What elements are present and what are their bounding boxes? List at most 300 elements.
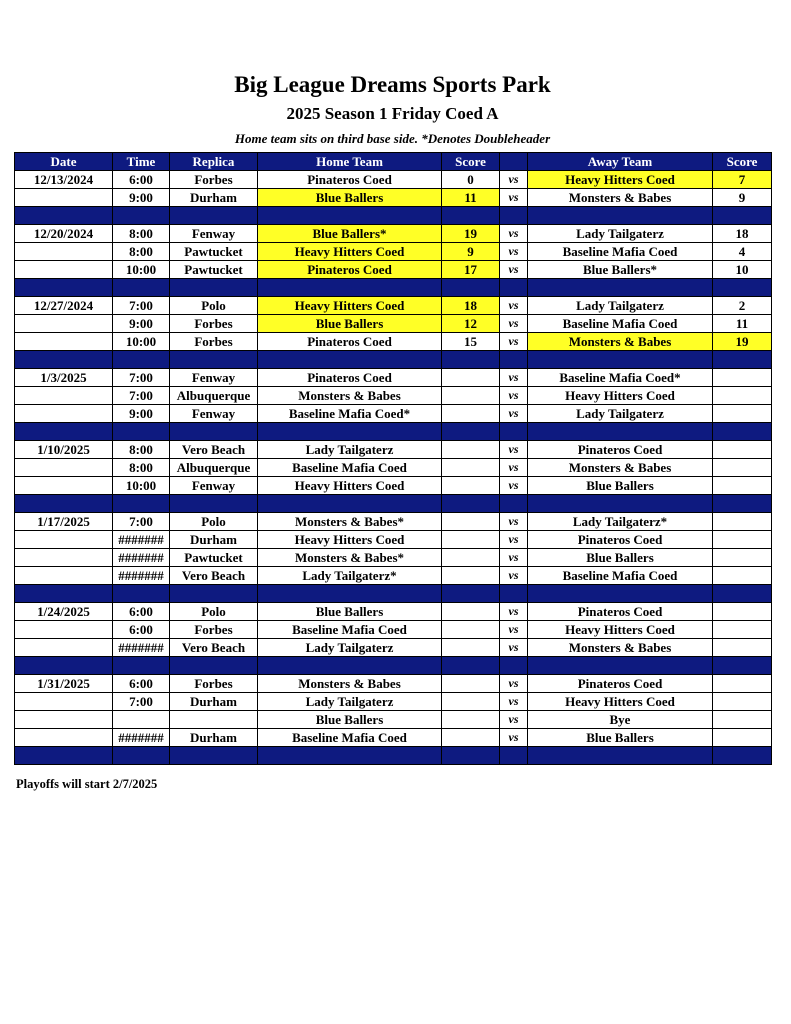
- away-team-cell: Pinateros Coed: [528, 675, 713, 693]
- away-team-cell: Baseline Mafia Coed: [528, 315, 713, 333]
- home-score-cell: [442, 513, 500, 531]
- separator-cell: [442, 279, 500, 297]
- replica-cell: Vero Beach: [170, 567, 258, 585]
- away-score-cell: 4: [713, 243, 772, 261]
- home-team-cell: Lady Tailgaterz: [258, 639, 442, 657]
- separator-cell: [15, 423, 113, 441]
- time-cell: 6:00: [113, 621, 170, 639]
- away-team-cell: Heavy Hitters Coed: [528, 171, 713, 189]
- away-score-cell: [713, 405, 772, 423]
- separator-cell: [113, 351, 170, 369]
- home-score-cell: 9: [442, 243, 500, 261]
- table-header-row: [15, 153, 772, 171]
- away-team-cell: Blue Ballers: [528, 549, 713, 567]
- away-team-cell: Heavy Hitters Coed: [528, 387, 713, 405]
- col-header-replica: Replica: [170, 153, 258, 171]
- away-score-cell: [713, 477, 772, 495]
- time-cell: 7:00: [113, 297, 170, 315]
- replica-cell: Durham: [170, 729, 258, 747]
- col-header-vs: [500, 153, 528, 171]
- date-cell: [15, 621, 113, 639]
- separator-cell: [528, 495, 713, 513]
- separator-row: [15, 279, 772, 297]
- date-cell: [15, 729, 113, 747]
- vs-label: vs: [500, 189, 528, 207]
- away-team-cell: Heavy Hitters Coed: [528, 621, 713, 639]
- time-cell: 10:00: [113, 477, 170, 495]
- vs-label: vs: [500, 513, 528, 531]
- home-team-cell: Heavy Hitters Coed: [258, 531, 442, 549]
- separator-cell: [113, 207, 170, 225]
- separator-cell: [258, 747, 442, 765]
- separator-cell: [113, 423, 170, 441]
- home-team-cell: Blue Ballers: [258, 603, 442, 621]
- home-team-cell: Monsters & Babes*: [258, 549, 442, 567]
- home-score-cell: [442, 405, 500, 423]
- away-team-cell: Blue Ballers: [528, 477, 713, 495]
- away-score-cell: 18: [713, 225, 772, 243]
- home-score-cell: [442, 387, 500, 405]
- home-score-cell: [442, 549, 500, 567]
- date-cell: 12/13/2024: [15, 171, 113, 189]
- away-score-cell: [713, 693, 772, 711]
- away-team-cell: Pinateros Coed: [528, 441, 713, 459]
- separator-cell: [713, 747, 772, 765]
- away-score-cell: [713, 459, 772, 477]
- home-score-cell: [442, 531, 500, 549]
- separator-cell: [500, 207, 528, 225]
- away-score-cell: 10: [713, 261, 772, 279]
- separator-cell: [713, 351, 772, 369]
- away-team-cell: Blue Ballers*: [528, 261, 713, 279]
- home-score-cell: 0: [442, 171, 500, 189]
- separator-cell: [713, 495, 772, 513]
- away-team-cell: Lady Tailgaterz*: [528, 513, 713, 531]
- away-team-cell: Monsters & Babes: [528, 459, 713, 477]
- away-team-cell: Pinateros Coed: [528, 531, 713, 549]
- away-team-cell: Lady Tailgaterz: [528, 225, 713, 243]
- time-cell: 7:00: [113, 369, 170, 387]
- col-header-home-score: Score: [442, 153, 500, 171]
- date-cell: [15, 459, 113, 477]
- date-cell: [15, 531, 113, 549]
- home-score-cell: [442, 567, 500, 585]
- separator-cell: [442, 585, 500, 603]
- time-cell: 9:00: [113, 405, 170, 423]
- separator-cell: [500, 423, 528, 441]
- replica-cell: Vero Beach: [170, 441, 258, 459]
- col-header-date: Date: [15, 153, 113, 171]
- table-row: [15, 531, 772, 549]
- home-team-cell: Pinateros Coed: [258, 261, 442, 279]
- away-team-cell: Monsters & Babes: [528, 639, 713, 657]
- replica-cell: Fenway: [170, 225, 258, 243]
- replica-cell: Pawtucket: [170, 243, 258, 261]
- home-score-cell: [442, 711, 500, 729]
- col-header-away-team: Away Team: [528, 153, 713, 171]
- home-team-cell: Heavy Hitters Coed: [258, 297, 442, 315]
- vs-label: vs: [500, 441, 528, 459]
- separator-cell: [170, 423, 258, 441]
- home-team-cell: Baseline Mafia Coed*: [258, 405, 442, 423]
- time-cell: 9:00: [113, 189, 170, 207]
- separator-cell: [170, 351, 258, 369]
- replica-cell: Albuquerque: [170, 459, 258, 477]
- away-score-cell: [713, 441, 772, 459]
- time-cell: #######: [113, 729, 170, 747]
- home-score-cell: 11: [442, 189, 500, 207]
- separator-cell: [170, 279, 258, 297]
- separator-cell: [713, 657, 772, 675]
- away-score-cell: 9: [713, 189, 772, 207]
- separator-cell: [500, 657, 528, 675]
- separator-cell: [258, 207, 442, 225]
- table-row: [15, 225, 772, 243]
- table-row: [15, 369, 772, 387]
- separator-cell: [113, 747, 170, 765]
- vs-label: vs: [500, 261, 528, 279]
- separator-cell: [528, 747, 713, 765]
- vs-label: vs: [500, 693, 528, 711]
- away-team-cell: Bye: [528, 711, 713, 729]
- vs-label: vs: [500, 675, 528, 693]
- vs-label: vs: [500, 567, 528, 585]
- table-row: [15, 333, 772, 351]
- replica-cell: Albuquerque: [170, 387, 258, 405]
- table-row: [15, 693, 772, 711]
- away-team-cell: Baseline Mafia Coed: [528, 567, 713, 585]
- vs-label: vs: [500, 243, 528, 261]
- table-row: [15, 675, 772, 693]
- away-team-cell: Monsters & Babes: [528, 333, 713, 351]
- page-title: Big League Dreams Sports Park: [234, 72, 551, 97]
- vs-label: vs: [500, 405, 528, 423]
- replica-cell: Pawtucket: [170, 261, 258, 279]
- home-team-cell: Pinateros Coed: [258, 333, 442, 351]
- vs-label: vs: [500, 477, 528, 495]
- separator-cell: [15, 279, 113, 297]
- separator-row: [15, 423, 772, 441]
- home-team-cell: Blue Ballers: [258, 315, 442, 333]
- vs-label: vs: [500, 639, 528, 657]
- away-score-cell: [713, 531, 772, 549]
- page-subtitle: 2025 Season 1 Friday Coed A: [286, 104, 499, 123]
- table-row: [15, 729, 772, 747]
- time-cell: 8:00: [113, 225, 170, 243]
- time-cell: 10:00: [113, 333, 170, 351]
- away-score-cell: [713, 549, 772, 567]
- separator-cell: [258, 495, 442, 513]
- home-score-cell: 17: [442, 261, 500, 279]
- away-score-cell: 2: [713, 297, 772, 315]
- separator-cell: [528, 657, 713, 675]
- home-team-cell: Monsters & Babes*: [258, 513, 442, 531]
- table-row: [15, 405, 772, 423]
- away-score-cell: 11: [713, 315, 772, 333]
- table-row: [15, 171, 772, 189]
- home-score-cell: 12: [442, 315, 500, 333]
- time-cell: 8:00: [113, 441, 170, 459]
- date-cell: [15, 549, 113, 567]
- playoffs-note: Playoffs will start 2/7/2025: [16, 777, 158, 791]
- separator-cell: [15, 207, 113, 225]
- time-cell: 7:00: [113, 387, 170, 405]
- separator-row: [15, 657, 772, 675]
- date-cell: [15, 639, 113, 657]
- home-score-cell: [442, 675, 500, 693]
- separator-cell: [442, 351, 500, 369]
- separator-cell: [258, 279, 442, 297]
- date-cell: 1/17/2025: [15, 513, 113, 531]
- date-cell: 1/24/2025: [15, 603, 113, 621]
- date-cell: [15, 333, 113, 351]
- vs-label: vs: [500, 603, 528, 621]
- separator-row: [15, 495, 772, 513]
- date-cell: [15, 315, 113, 333]
- separator-cell: [258, 657, 442, 675]
- time-cell: #######: [113, 567, 170, 585]
- time-cell: 8:00: [113, 459, 170, 477]
- separator-cell: [500, 351, 528, 369]
- time-cell: 6:00: [113, 171, 170, 189]
- away-team-cell: Baseline Mafia Coed: [528, 243, 713, 261]
- separator-cell: [500, 585, 528, 603]
- separator-cell: [170, 747, 258, 765]
- replica-cell: Forbes: [170, 621, 258, 639]
- table-row: [15, 441, 772, 459]
- separator-cell: [713, 279, 772, 297]
- vs-label: vs: [500, 621, 528, 639]
- vs-label: vs: [500, 315, 528, 333]
- date-cell: [15, 387, 113, 405]
- away-score-cell: [713, 711, 772, 729]
- table-row: [15, 261, 772, 279]
- separator-cell: [528, 423, 713, 441]
- replica-cell: [170, 711, 258, 729]
- separator-cell: [442, 207, 500, 225]
- separator-cell: [713, 423, 772, 441]
- separator-cell: [15, 351, 113, 369]
- vs-label: vs: [500, 333, 528, 351]
- vs-label: vs: [500, 225, 528, 243]
- table-row: [15, 621, 772, 639]
- separator-row: [15, 207, 772, 225]
- separator-cell: [500, 279, 528, 297]
- away-score-cell: [713, 387, 772, 405]
- table-row: [15, 567, 772, 585]
- col-header-away-score: Score: [713, 153, 772, 171]
- separator-row: [15, 585, 772, 603]
- date-cell: [15, 711, 113, 729]
- home-team-cell: Baseline Mafia Coed: [258, 729, 442, 747]
- table-row: [15, 603, 772, 621]
- replica-cell: Fenway: [170, 477, 258, 495]
- date-cell: [15, 405, 113, 423]
- home-score-cell: [442, 639, 500, 657]
- replica-cell: Forbes: [170, 315, 258, 333]
- home-team-cell: Pinateros Coed: [258, 369, 442, 387]
- date-cell: [15, 567, 113, 585]
- replica-cell: Fenway: [170, 369, 258, 387]
- home-team-cell: Baseline Mafia Coed: [258, 459, 442, 477]
- table-row: [15, 387, 772, 405]
- separator-cell: [442, 495, 500, 513]
- time-cell: 7:00: [113, 693, 170, 711]
- table-row: [15, 243, 772, 261]
- away-score-cell: [713, 675, 772, 693]
- separator-cell: [442, 423, 500, 441]
- date-cell: 1/10/2025: [15, 441, 113, 459]
- replica-cell: Vero Beach: [170, 639, 258, 657]
- separator-cell: [170, 657, 258, 675]
- table-row: [15, 297, 772, 315]
- date-cell: [15, 693, 113, 711]
- replica-cell: Forbes: [170, 171, 258, 189]
- replica-cell: Durham: [170, 531, 258, 549]
- time-cell: 7:00: [113, 513, 170, 531]
- separator-cell: [258, 351, 442, 369]
- schedule-table: [14, 152, 772, 765]
- separator-cell: [528, 279, 713, 297]
- replica-cell: Fenway: [170, 405, 258, 423]
- separator-cell: [170, 207, 258, 225]
- time-cell: #######: [113, 531, 170, 549]
- replica-cell: Polo: [170, 603, 258, 621]
- separator-cell: [170, 495, 258, 513]
- away-score-cell: 19: [713, 333, 772, 351]
- date-cell: [15, 261, 113, 279]
- away-score-cell: [713, 639, 772, 657]
- separator-cell: [15, 585, 113, 603]
- date-cell: [15, 189, 113, 207]
- date-cell: 1/3/2025: [15, 369, 113, 387]
- separator-cell: [258, 585, 442, 603]
- separator-cell: [713, 207, 772, 225]
- vs-label: vs: [500, 171, 528, 189]
- home-score-cell: 19: [442, 225, 500, 243]
- away-score-cell: [713, 603, 772, 621]
- date-cell: 12/27/2024: [15, 297, 113, 315]
- home-team-cell: Lady Tailgaterz: [258, 441, 442, 459]
- home-team-cell: Baseline Mafia Coed: [258, 621, 442, 639]
- time-cell: #######: [113, 549, 170, 567]
- home-team-cell: Lady Tailgaterz: [258, 693, 442, 711]
- col-header-time: Time: [113, 153, 170, 171]
- away-score-cell: [713, 621, 772, 639]
- home-score-cell: [442, 621, 500, 639]
- time-cell: 6:00: [113, 675, 170, 693]
- separator-cell: [113, 495, 170, 513]
- replica-cell: Forbes: [170, 333, 258, 351]
- home-score-cell: [442, 459, 500, 477]
- date-cell: 1/31/2025: [15, 675, 113, 693]
- home-team-cell: Heavy Hitters Coed: [258, 243, 442, 261]
- home-score-cell: [442, 729, 500, 747]
- table-row: [15, 549, 772, 567]
- separator-cell: [528, 207, 713, 225]
- time-cell: [113, 711, 170, 729]
- table-row: [15, 477, 772, 495]
- home-team-cell: Heavy Hitters Coed: [258, 477, 442, 495]
- date-cell: [15, 477, 113, 495]
- time-cell: 8:00: [113, 243, 170, 261]
- schedule-note: Home team sits on third base side. *Denotes Doubleheader: [234, 131, 551, 146]
- away-team-cell: Blue Ballers: [528, 729, 713, 747]
- table-row: [15, 639, 772, 657]
- away-team-cell: Baseline Mafia Coed*: [528, 369, 713, 387]
- replica-cell: Durham: [170, 693, 258, 711]
- vs-label: vs: [500, 531, 528, 549]
- separator-cell: [170, 585, 258, 603]
- table-row: [15, 513, 772, 531]
- vs-label: vs: [500, 369, 528, 387]
- vs-label: vs: [500, 549, 528, 567]
- home-team-cell: Blue Ballers: [258, 711, 442, 729]
- replica-cell: Polo: [170, 297, 258, 315]
- home-team-cell: Monsters & Babes: [258, 387, 442, 405]
- table-row: [15, 315, 772, 333]
- separator-cell: [528, 585, 713, 603]
- col-header-home-team: Home Team: [258, 153, 442, 171]
- date-cell: [15, 243, 113, 261]
- home-score-cell: [442, 369, 500, 387]
- vs-label: vs: [500, 387, 528, 405]
- home-score-cell: [442, 477, 500, 495]
- vs-label: vs: [500, 711, 528, 729]
- table-row: [15, 711, 772, 729]
- home-score-cell: [442, 441, 500, 459]
- separator-cell: [442, 747, 500, 765]
- replica-cell: Polo: [170, 513, 258, 531]
- separator-cell: [442, 657, 500, 675]
- away-score-cell: [713, 567, 772, 585]
- time-cell: 6:00: [113, 603, 170, 621]
- time-cell: #######: [113, 639, 170, 657]
- separator-row: [15, 351, 772, 369]
- vs-label: vs: [500, 297, 528, 315]
- separator-cell: [113, 279, 170, 297]
- away-score-cell: [713, 513, 772, 531]
- home-team-cell: Monsters & Babes: [258, 675, 442, 693]
- vs-label: vs: [500, 729, 528, 747]
- separator-cell: [113, 657, 170, 675]
- home-team-cell: Lady Tailgaterz*: [258, 567, 442, 585]
- replica-cell: Pawtucket: [170, 549, 258, 567]
- date-cell: 12/20/2024: [15, 225, 113, 243]
- replica-cell: Forbes: [170, 675, 258, 693]
- home-score-cell: [442, 693, 500, 711]
- separator-cell: [500, 747, 528, 765]
- separator-cell: [15, 495, 113, 513]
- separator-cell: [113, 585, 170, 603]
- table-row: [15, 459, 772, 477]
- separator-cell: [258, 423, 442, 441]
- away-team-cell: Monsters & Babes: [528, 189, 713, 207]
- away-team-cell: Lady Tailgaterz: [528, 405, 713, 423]
- away-team-cell: Lady Tailgaterz: [528, 297, 713, 315]
- separator-cell: [15, 657, 113, 675]
- away-score-cell: [713, 369, 772, 387]
- away-team-cell: Pinateros Coed: [528, 603, 713, 621]
- time-cell: 10:00: [113, 261, 170, 279]
- separator-cell: [528, 351, 713, 369]
- home-score-cell: 18: [442, 297, 500, 315]
- time-cell: 9:00: [113, 315, 170, 333]
- home-score-cell: 15: [442, 333, 500, 351]
- home-team-cell: Blue Ballers: [258, 189, 442, 207]
- replica-cell: Durham: [170, 189, 258, 207]
- home-score-cell: [442, 603, 500, 621]
